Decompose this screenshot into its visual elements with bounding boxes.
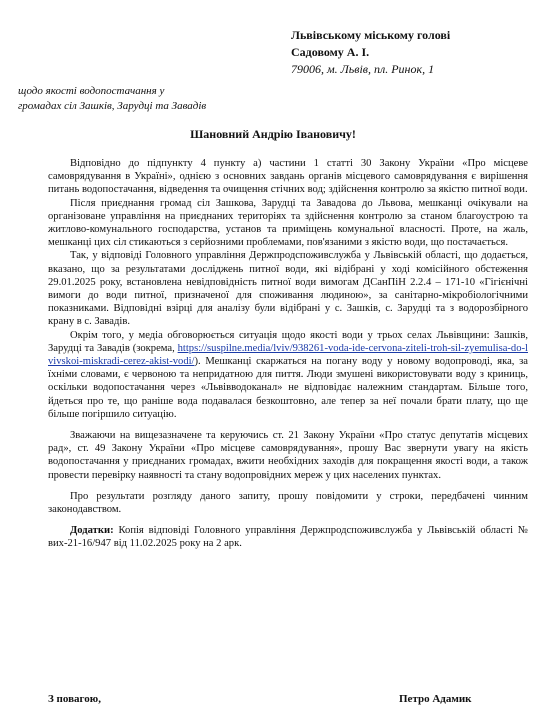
signer-name: Петро Адамик	[399, 693, 472, 705]
paragraph-media	[48, 329, 528, 421]
paragraph-results: Про результати розгляду даного запиту, прошу повідомити у строки, передбачені чинним законодавством.	[48, 490, 528, 516]
addressee-block	[291, 27, 536, 78]
media-text-after: ). Мешканці скаржаться на погану воду у новому водопроводі, яка, за їхніми словами, є червоною та непридатною для пиття. Люди змушені використовувати воду з криниць, оскільки водопостачання через «Львівводоканал» не відповідає належним стандартам. Більше того, йдеться про те, що раніше вода подавалася безкоштовно, але тепер за неї почали брати плату, що ще більше погіршило ситуацію.	[48, 356, 528, 420]
media-article-link[interactable]: https://suspilne.media/lviv/938261-voda-ide-cervona-ziteli-troh-sil-zyemulisa-do-lvivskoi-miskradi-cerez-akist-vodi/	[48, 342, 528, 368]
paragraph-inspection: Так, у відповіді Головного управління Держпродспоживслужба у Львівській області, що додається, вказано, що за результатами досліджень питної води, які відібрані у ході комісійного обстеження 29.01.2025 року, встановлена невідповідність питної води вимогам ДСанПіН 2.2.4 – 171-10 «Гігієнічні вимоги до води питної, призначеної для споживання людиною», за санітарно-мікробіологічними показниками. Відповідні взірці для аналізу були відібрані у с. Зашків, с. Зарудці та з водорозбірного крану в с. Завадів.	[48, 250, 528, 328]
greeting: Шановний Андрію Івановичу!	[190, 127, 356, 141]
paragraph-annexation: Після приєднання громад сіл Зашкова, Зарудці та Завадова до Львова, мешканці очікували на організоване управління на приєднаних територіях та здійснення контролю за станом благоустрою та житлово-комунального господарства, установ та приміщень комунальної власності. Проте, на жаль, мешканці цих сіл стикаються з серйозними проблемами, пов'язаними з якістю води, що постачається.	[48, 197, 528, 249]
paragraph-legal-basis: Відповідно до підпункту 4 пункту а) частини 1 статті 30 Закону України «Про місцеве самоврядування в Україні», однією з основних завдань органів місцевого самоврядування є вирішення питань водопостачання, відведення та очищення стічних вод; здійснення контролю за якістю питної води.	[48, 158, 528, 196]
subject-block	[18, 84, 268, 114]
subject-line-2: громадах сіл Зашків, Зарудці та Завадів	[18, 100, 207, 112]
addressee-name: Садовому А. І.	[291, 45, 370, 59]
paragraph-request: Зважаючи на вищезазначене та керуючись ст. 21 Закону України «Про статус депутатів місцевих рад», ст. 49 Закону України «Про місцеве самоврядування», прошу Вас звернути увагу на якість водопостачання у приєднаних громадах, вжити необхідних заходів для покращення якості води, а також провести перевірку наявності та стану водопровідних мереж у цих населених пунктах.	[48, 430, 528, 481]
addressee-address: 79006, м. Львів, пл. Ринок, 1	[291, 62, 435, 76]
letter-body	[48, 157, 528, 551]
attachment-text: Копія відповіді Головного управління Держпродспоживслужба у Львівській області № вих-21-16/947 від 11.02.2025 року на 2 арк.	[48, 525, 528, 550]
attachment-label: Додатки:	[70, 525, 114, 537]
paragraph-attachment	[48, 524, 528, 550]
closing-phrase: З повагою,	[48, 693, 101, 705]
addressee-title: Львівському міському голові	[291, 28, 451, 42]
subject-line-1: щодо якості водопостачання у	[18, 85, 165, 97]
media-text-before: Окрім того, у медіа обговорюється ситуація щодо якості води у трьох селах Львівщини: Зашків, Зарудці та Завадів (зокрема,	[48, 329, 528, 354]
